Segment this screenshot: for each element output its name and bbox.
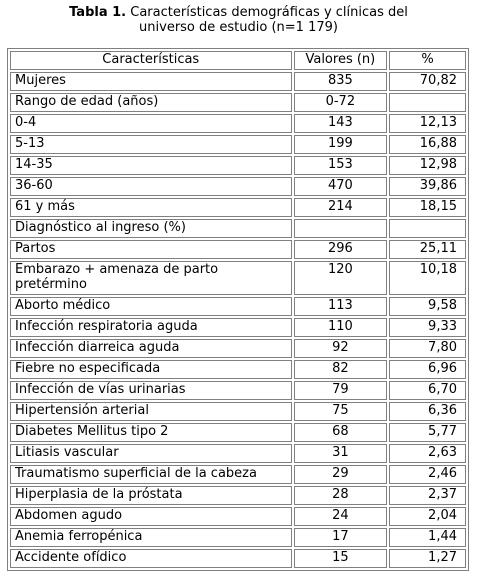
table-row [10,72,466,91]
caption-label: Tabla 1. [69,5,127,20]
cell-percent: 12,98 [389,156,466,175]
cell-percent: 70,82 [389,72,466,91]
cell-percent: 16,88 [389,135,466,154]
header-characteristics: Características [10,51,292,70]
cell-percent: 6,36 [389,402,466,421]
cell-characteristic: 14-35 [10,156,292,175]
cell-value: 199 [294,135,388,154]
table-row [10,528,466,547]
cell-percent: 7,80 [389,339,466,358]
cell-characteristic: Fiebre no especificada [10,360,292,379]
cell-characteristic: Hiperplasia de la próstata [10,486,292,505]
cell-value: 24 [294,507,388,526]
table-row [10,198,466,217]
cell-characteristic: Litiasis vascular [10,444,292,463]
table-row [10,93,466,112]
cell-percent: 1,44 [389,528,466,547]
cell-value: 835 [294,72,388,91]
cell-value: 68 [294,423,388,442]
cell-percent [389,219,466,238]
cell-characteristic: 61 y más [10,198,292,217]
cell-value: 0-72 [294,93,388,112]
header-percent: % [389,51,466,70]
cell-value: 79 [294,381,388,400]
cell-characteristic: Aborto médico [10,297,292,316]
table-row [10,114,466,133]
cell-characteristic: 5-13 [10,135,292,154]
table-row [10,297,466,316]
cell-characteristic: Rango de edad (años) [10,93,292,112]
table-row [10,318,466,337]
cell-percent: 6,70 [389,381,466,400]
cell-value: 470 [294,177,388,196]
table-row [10,240,466,259]
cell-percent: 5,77 [389,423,466,442]
cell-characteristic: Hipertensión arterial [10,402,292,421]
table-row [10,177,466,196]
caption-line-1 [0,5,477,20]
cell-value: 296 [294,240,388,259]
cell-characteristic: 36-60 [10,177,292,196]
cell-percent: 2,46 [389,465,466,484]
data-table [7,48,469,571]
table-caption [0,5,477,35]
cell-characteristic: 0-4 [10,114,292,133]
cell-value: 75 [294,402,388,421]
table-row [10,261,466,295]
table-row [10,423,466,442]
cell-percent: 25,11 [389,240,466,259]
cell-value: 92 [294,339,388,358]
cell-characteristic: Accidente ofídico [10,549,292,568]
cell-value: 143 [294,114,388,133]
cell-characteristic: Traumatismo superficial de la cabeza [10,465,292,484]
table-row [10,360,466,379]
cell-percent: 1,27 [389,549,466,568]
cell-value: 15 [294,549,388,568]
caption-text-1: Características demográficas y clínicas del [130,5,408,20]
cell-percent: 10,18 [389,261,466,295]
table-body [10,72,466,568]
cell-percent [389,93,466,112]
cell-characteristic: Infección diarreica aguda [10,339,292,358]
cell-characteristic: Diagnóstico al ingreso (%) [10,219,292,238]
cell-value: 17 [294,528,388,547]
cell-value: 82 [294,360,388,379]
table-row [10,156,466,175]
cell-characteristic: Anemia ferropénica [10,528,292,547]
table-row [10,444,466,463]
cell-percent: 2,37 [389,486,466,505]
cell-characteristic: Mujeres [10,72,292,91]
cell-value: 29 [294,465,388,484]
table-row [10,507,466,526]
cell-percent: 2,04 [389,507,466,526]
table-row [10,549,466,568]
cell-percent: 9,33 [389,318,466,337]
cell-characteristic: Infección respiratoria aguda [10,318,292,337]
table-row [10,339,466,358]
table-row [10,135,466,154]
table-row [10,219,466,238]
cell-percent: 39,86 [389,177,466,196]
table-row [10,402,466,421]
cell-percent: 9,58 [389,297,466,316]
cell-percent: 6,96 [389,360,466,379]
cell-value: 214 [294,198,388,217]
cell-characteristic: Embarazo + amenaza de parto pretérmino [10,261,292,295]
cell-value: 153 [294,156,388,175]
cell-value: 120 [294,261,388,295]
cell-value: 31 [294,444,388,463]
header-values: Valores (n) [294,51,388,70]
cell-percent: 2,63 [389,444,466,463]
cell-characteristic: Partos [10,240,292,259]
cell-characteristic: Infección de vías urinarias [10,381,292,400]
table-header-row [10,51,466,70]
cell-value: 110 [294,318,388,337]
cell-value: 113 [294,297,388,316]
cell-value: 28 [294,486,388,505]
table-row [10,381,466,400]
cell-percent: 12,13 [389,114,466,133]
table-row [10,486,466,505]
cell-percent: 18,15 [389,198,466,217]
cell-characteristic: Diabetes Mellitus tipo 2 [10,423,292,442]
cell-value [294,219,388,238]
table-row [10,465,466,484]
caption-text-2: universo de estudio (n=1 179) [139,20,338,35]
cell-characteristic: Abdomen agudo [10,507,292,526]
